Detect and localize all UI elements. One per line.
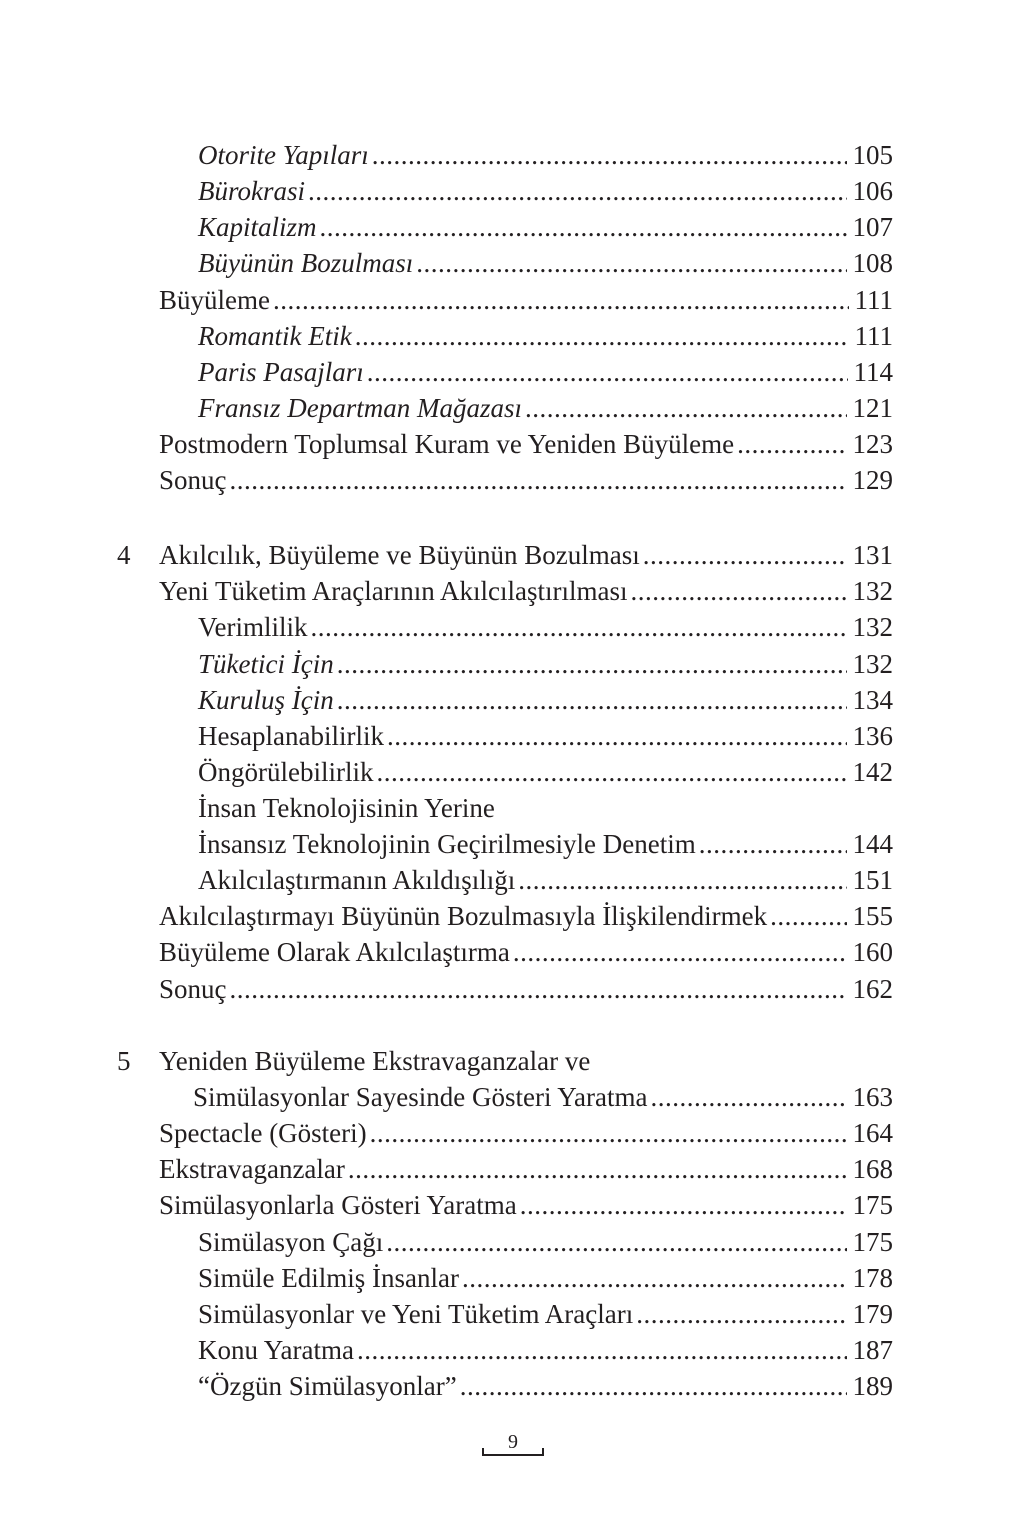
page-folio	[482, 1430, 544, 1456]
folio-bracket-left	[482, 1448, 484, 1456]
toc-page-number: 114	[853, 357, 893, 387]
dot-leader	[320, 209, 847, 245]
toc-entry-title: Spectacle (Gösteri)	[159, 1118, 367, 1148]
toc-entry-title: “Özgün Simülasyonlar”	[198, 1371, 457, 1401]
toc-entry	[0, 1296, 1024, 1332]
toc-entry-title: İnsansız Teknolojinin Geçirilmesiyle Denetim	[198, 829, 696, 859]
toc-entry	[0, 282, 1024, 318]
dot-leader	[525, 390, 846, 426]
toc-page-number: 106	[852, 176, 893, 206]
toc-entry-title: Bürokrasi	[198, 176, 305, 206]
toc-entry-title: Sonuç	[159, 974, 227, 1004]
toc-page-number: 187	[852, 1335, 893, 1365]
dot-leader	[337, 646, 847, 682]
toc-entry	[0, 1332, 1024, 1368]
toc-page-number: 123	[852, 429, 893, 459]
toc-entry-title: Otorite Yapıları	[198, 140, 369, 170]
toc-entry-title: Büyünün Bozulması	[198, 248, 414, 278]
toc-page-number: 134	[852, 685, 893, 715]
toc-entry	[0, 390, 1024, 426]
toc-entry	[0, 1260, 1024, 1296]
toc-page-number: 160	[852, 937, 893, 967]
toc-entry-title: Öngörülebilirlik	[198, 757, 374, 787]
toc-page-number: 168	[852, 1154, 893, 1184]
toc-page-number: 111	[854, 321, 893, 351]
toc-entry-title-line1: Yeniden Büyüleme Ekstravaganzalar ve	[159, 1046, 591, 1076]
toc-entry-title: Fransız Departman Mağazası	[198, 393, 523, 423]
toc-page-number: 162	[852, 974, 893, 1004]
toc-entry	[0, 1115, 1024, 1151]
toc-entry-title: Sonuç	[159, 465, 227, 495]
toc-entry	[0, 718, 1024, 754]
dot-leader	[699, 826, 847, 862]
dot-leader	[230, 462, 847, 498]
dot-leader	[370, 1115, 847, 1151]
toc-entry	[0, 1187, 1024, 1223]
dot-leader	[230, 971, 847, 1007]
toc-entry-title: Verimlilik	[198, 612, 308, 642]
dot-leader	[357, 1332, 847, 1368]
chapter-number: 5	[117, 1046, 131, 1076]
toc-entry-title: Akılcılaştırmayı Büyünün Bozulmasıyla İlişkilendirmek	[159, 901, 768, 931]
dot-leader	[416, 245, 846, 281]
toc-entry-title: Konu Yaratma	[198, 1335, 354, 1365]
toc-entry	[0, 826, 1024, 862]
toc-chapter-entry	[0, 1079, 1024, 1115]
dot-leader	[513, 934, 847, 970]
dot-leader	[462, 1260, 847, 1296]
toc-page-number: 178	[852, 1263, 893, 1293]
dot-leader	[367, 354, 848, 390]
toc-page-number: 132	[852, 649, 893, 679]
toc-entry-title: Ekstravaganzalar	[159, 1154, 345, 1184]
toc-entry	[0, 609, 1024, 645]
toc-entry-title: Postmodern Toplumsal Kuram ve Yeniden Büyüleme	[159, 429, 735, 459]
folio-rule	[482, 1454, 544, 1456]
toc-entry-title: Akılcılaştırmanın Akıldışılığı	[198, 865, 516, 895]
dot-leader	[460, 1368, 847, 1404]
dot-leader	[636, 1296, 846, 1332]
dot-leader	[355, 318, 849, 354]
toc-entry-title: Büyüleme	[159, 285, 270, 315]
toc-entry	[0, 173, 1024, 209]
toc-entry-title: Hesaplanabilirlik	[198, 721, 384, 751]
toc-page-number: 163	[852, 1082, 893, 1112]
toc-entry	[0, 245, 1024, 281]
folio-bracket-right	[542, 1448, 544, 1456]
toc-page-number: 144	[852, 829, 893, 859]
toc-page-number: 108	[852, 248, 893, 278]
toc-entry-line1	[0, 790, 1024, 826]
toc-entry	[0, 426, 1024, 462]
dot-leader	[372, 137, 847, 173]
toc-entry-title: Yeni Tüketim Araçlarının Akılcılaştırılması	[159, 576, 628, 606]
dot-leader	[273, 282, 849, 318]
toc-entry	[0, 682, 1024, 718]
toc-entry	[0, 1151, 1024, 1187]
toc-page-number: 105	[852, 140, 893, 170]
toc-entry	[0, 354, 1024, 390]
toc-page-number: 189	[852, 1371, 893, 1401]
toc-entry-title: Kapitalizm	[198, 212, 317, 242]
dot-leader	[518, 862, 846, 898]
toc-page-number: 132	[852, 612, 893, 642]
toc-entry-title: Simülasyonlar ve Yeni Tüketim Araçları	[198, 1299, 634, 1329]
toc-entry-title: Büyüleme Olarak Akılcılaştırma	[159, 937, 510, 967]
toc-entry	[0, 646, 1024, 682]
toc-entry	[0, 137, 1024, 173]
dot-leader	[311, 609, 847, 645]
dot-leader	[520, 1187, 847, 1223]
toc-page-number: 179	[852, 1299, 893, 1329]
toc-entry	[0, 1224, 1024, 1260]
dot-leader	[770, 898, 846, 934]
toc-page-number: 111	[854, 285, 893, 315]
toc-chapter-entry	[0, 537, 1024, 573]
toc-entry	[0, 318, 1024, 354]
toc-entry	[0, 934, 1024, 970]
toc-entry	[0, 971, 1024, 1007]
dot-leader	[387, 718, 847, 754]
toc-page-number: 164	[852, 1118, 893, 1148]
toc-entry-title: Tüketici İçin	[198, 649, 334, 679]
toc-entry	[0, 754, 1024, 790]
toc-page-number: 131	[852, 540, 893, 570]
toc-page-number: 175	[852, 1227, 893, 1257]
toc-page-number: 151	[852, 865, 893, 895]
toc-page-number: 142	[852, 757, 893, 787]
dot-leader	[376, 754, 846, 790]
toc-entry	[0, 898, 1024, 934]
toc-entry	[0, 862, 1024, 898]
toc-page-number: 136	[852, 721, 893, 751]
toc-entry-title: Kuruluş İçin	[198, 685, 334, 715]
dot-leader	[643, 537, 847, 573]
toc-entry-title: Simüle Edilmiş İnsanlar	[198, 1263, 459, 1293]
toc-entry-title: Akılcılık, Büyüleme ve Büyünün Bozulması	[159, 540, 640, 570]
dot-leader	[348, 1151, 847, 1187]
toc-entry-title: Simülasyonlarla Gösteri Yaratma	[159, 1190, 517, 1220]
dot-leader	[337, 682, 847, 718]
toc-page-number: 175	[852, 1190, 893, 1220]
dot-leader	[386, 1224, 846, 1260]
toc-entry	[0, 462, 1024, 498]
toc-entry-title: Simülasyon Çağı	[198, 1227, 384, 1257]
toc-entry-title: Paris Pasajları	[198, 357, 364, 387]
toc-entry-title: Simülasyonlar Sayesinde Gösteri Yaratma	[193, 1082, 648, 1112]
toc-entry	[0, 209, 1024, 245]
toc-entry-title: Romantik Etik	[198, 321, 352, 351]
toc-entry-title-line1: İnsan Teknolojisinin Yerine	[198, 793, 495, 823]
toc-page-number: 129	[852, 465, 893, 495]
dot-leader	[308, 173, 847, 209]
dot-leader	[630, 573, 846, 609]
toc-page-number: 155	[852, 901, 893, 931]
toc-chapter-entry-line1	[0, 1043, 1024, 1079]
chapter-number: 4	[117, 540, 131, 570]
toc-page-number: 121	[852, 393, 893, 423]
dot-leader	[650, 1079, 846, 1115]
folio-page-number: 9	[508, 1431, 518, 1453]
dot-leader	[737, 426, 846, 462]
toc-entry	[0, 573, 1024, 609]
toc-entry	[0, 1368, 1024, 1404]
toc-page-number: 132	[852, 576, 893, 606]
toc-page-number: 107	[852, 212, 893, 242]
